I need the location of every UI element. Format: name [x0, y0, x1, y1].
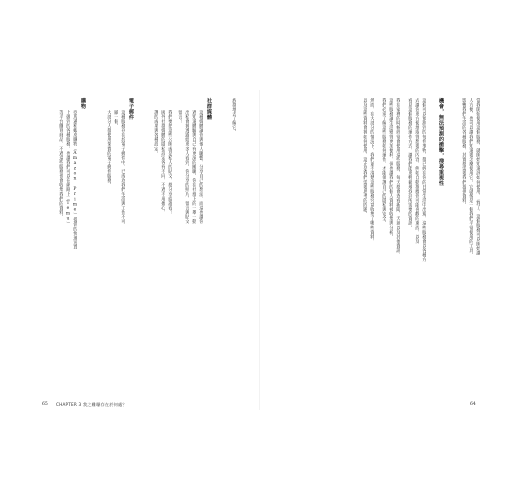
left-s1-p1-line-4: 留言？: [177, 110, 183, 124]
left-heading-shopping: 購物: [80, 98, 86, 109]
right-p3-line-1: 然而，在大部分的情況下，我們並不清楚這些服務究竟收集了哪些資料，: [369, 98, 375, 244]
right-intro-line-1: 當我開始使用這個服務，就開始知道該如何使用，「對了，這個服務可以開始讓: [475, 98, 481, 256]
right-p1-line-3: 看見這個服務的運作方式，讓我們能更輕鬆地找到所需要的資訊。: [407, 98, 413, 230]
right-p2-line-3: 我們必須了解這些服務如何運作，才能保護自己的隱私與安全。: [381, 98, 387, 226]
left-s1-p1-line-3: 出私會被透露給更多人看到。你分享的照片、留言與貼文: [184, 110, 190, 224]
left-s2-line-2: 歐一個。: [113, 110, 119, 129]
left-page-number: 65: [42, 402, 48, 407]
left-running-head: CHAPTER 3 我之難曝存在於何處？: [56, 402, 127, 407]
left-s1-p2-line-1: 我們要把這些公開或是私人的貼文，都分享給誰看？: [167, 110, 173, 215]
left-intro: 族群地去了解它。: [231, 98, 237, 135]
right-p3-line-2: 以及這些資料會被如何使用，這正是我們需要思考的問題。: [362, 98, 368, 217]
left-heading-email: 電子郵件: [128, 98, 134, 120]
right-intro-line-2: 人方便，也可以讓我們知道要怎麼使用它。它就像是一個我們平常使用的工具。: [468, 98, 474, 258]
right-intro-line-3: 影響我們生活的各種服務，其實都需要我們提供資料。: [461, 98, 467, 208]
left-s3-line-2: 上做到的各種服務，也讓我們可以在網路上（Temu）: [65, 110, 71, 227]
left-s1-p1-line-2: 過知道體驗與自己有更深的關聯。你在社群上的一舉一動: [191, 110, 197, 224]
right-page: [260, 0, 520, 500]
right-section-heading: 機會，無法預測的衝擊，搜尋重視性: [438, 98, 444, 186]
right-p2-line-2: 這些服務讓生活變得更加便利，但也讓我們的個人資料被收集與分析。: [388, 98, 394, 240]
right-p1-line-1: 這個可以預測到的每件事物，都已經在你的日常生活中出現，這些服務會以各種方: [421, 98, 427, 262]
left-s3-line-1: 亞馬遜和蝦皮購物（Amazon Prime）提供的快速送貨: [72, 110, 78, 250]
left-s2-line-1: 這種服務存在於電子郵件中，已成為我們生活與工作不可: [120, 110, 126, 224]
left-s3-line-3: 等平台購買商品，不過這些服務也會收集我們的資料。: [58, 110, 64, 220]
left-s1-p2-line-2: 國外社群媒體的隱私設定各有不同，不過不用擔心，: [160, 110, 166, 215]
left-s1-p2-line-3: 護的成果與各種設定。: [153, 110, 159, 156]
right-p2-line-1: 我在家裡的時候經常會使用這些服務，每天都會查看新聞、天氣以及其他資訊，: [395, 98, 401, 258]
right-p1-line-2: 式讓你更方便地取得想要的內容，例如自動推薦你可能喜歡的東西，以及: [414, 98, 420, 244]
left-s2-line-3: 大部分人都使用免費的電子郵件服務。: [106, 110, 112, 188]
left-heading-social-media: 社群媒體: [206, 98, 212, 120]
right-page-number: 64: [470, 402, 476, 407]
left-s1-p1-line-1: 這種媒體讓你與他人聯繫，分享自己的想法，而這也讓你: [198, 110, 204, 224]
